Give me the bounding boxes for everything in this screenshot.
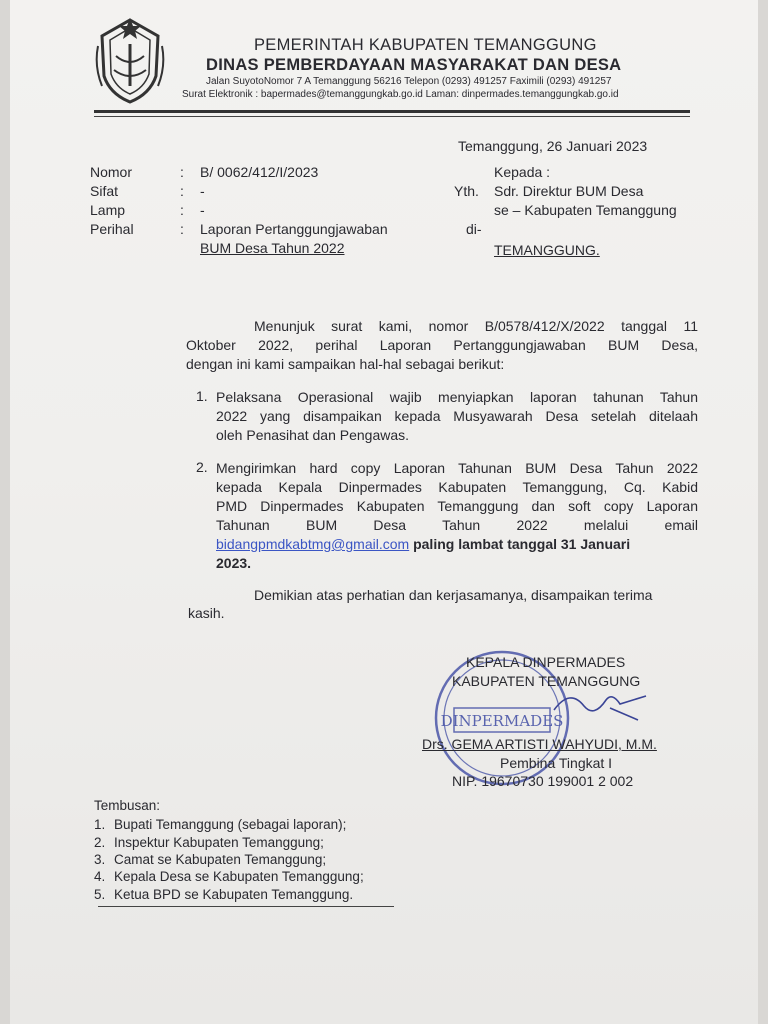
recipient-city: TEMANGGUNG. (494, 242, 600, 258)
closing-line: Demikian atas perhatian dan kerjasamanya, disampaikan terima (254, 587, 653, 603)
item2-text (216, 459, 698, 573)
tembusan-item: Kepala Desa se Kabupaten Temanggung; (114, 869, 364, 884)
deadline-year: 2023. (216, 555, 252, 571)
tembusan-num: 1. (94, 817, 106, 832)
letter-page (10, 0, 758, 1024)
intro-line: Menunjuk surat kami, nomor B/0578/412/X/2022 tanggal 11 (254, 318, 698, 334)
tembusan-num: 3. (94, 852, 106, 867)
recipient-yth: Yth. (454, 183, 479, 199)
nomor-value: B/ 0062/412/I/2023 (200, 164, 319, 180)
stamp-label: DINPERMADES (440, 712, 564, 730)
recipient-kepada: Kepada : (494, 164, 551, 180)
closing-line-2: kasih. (188, 605, 225, 621)
letterhead-contact: Surat Elektronik : bapermades@temanggungkab.go.id Laman: dinpermades.temanggungkab.go.id (182, 89, 619, 100)
tembusan-item: Camat se Kabupaten Temanggung; (114, 852, 327, 867)
perihal-colon: : (180, 221, 184, 237)
item2-number: 2. (196, 459, 208, 475)
item2-line: kepada Kepala Dinpermades Kabupaten Temanggung, Cq. Kabid (216, 479, 698, 495)
letterhead-rule-thin (94, 116, 690, 117)
nomor-colon: : (180, 164, 184, 180)
recipient-di: di- (466, 221, 482, 237)
item1-number: 1. (196, 388, 208, 404)
body-intro (186, 317, 698, 374)
sifat-label: Sifat (90, 183, 119, 199)
letterhead-agency: DINAS PEMBERDAYAAN MASYARAKAT DAN DESA (206, 56, 622, 74)
sifat-colon: : (180, 183, 184, 199)
letterhead-government: PEMERINTAH KABUPATEN TEMANGGUNG (254, 36, 597, 54)
tembusan-item: Ketua BPD se Kabupaten Temanggung. (114, 887, 354, 902)
signatory-title: KEPALA DINPERMADES (466, 654, 626, 670)
tembusan-item: Bupati Temanggung (sebagai laporan); (114, 817, 347, 832)
letterhead-address: Jalan SuyotoNomor 7 A Temanggung 56216 Telepon (0293) 491257 Faximili (0293) 491257 (206, 76, 612, 87)
tembusan-item: Inspektur Kabupaten Temanggung; (114, 835, 324, 850)
nomor-label: Nomor (90, 164, 133, 180)
perihal-value: Laporan Pertanggungjawaban (200, 221, 388, 237)
signatory-name: Drs. GEMA ARTISTI WAHYUDI, M.M. (422, 736, 657, 752)
deadline-text: paling lambat tanggal 31 Januari (409, 536, 631, 552)
intro-line: dengan ini kami sampaikan hal-hal sebagai berikut: (186, 356, 505, 372)
perihal-label: Perihal (90, 221, 134, 237)
item2-line: Mengirimkan hard copy Laporan Tahunan BUM Desa Tahun 2022 (216, 460, 698, 476)
letter-date: Temanggung, 26 Januari 2023 (458, 138, 648, 154)
item2-line: Tahunan BUM Desa Tahun 2022 melalui email (216, 517, 698, 533)
lamp-label: Lamp (90, 202, 126, 218)
item1-line: Pelaksana Operasional wajib menyiapkan laporan tahunan Tahun (216, 389, 698, 405)
item1-line: 2022 yang disampaikan kepada Musyawarah Desa setelah ditelaah (216, 408, 698, 424)
email-link[interactable]: bidangpmdkabtmg@gmail.com (216, 536, 410, 552)
tembusan-num: 2. (94, 835, 106, 850)
tembusan-underline (98, 906, 394, 907)
item1-text (216, 388, 698, 445)
sifat-value: - (200, 183, 205, 199)
regency-emblem-icon (92, 16, 168, 106)
perihal-value-line2: BUM Desa Tahun 2022 (200, 240, 345, 256)
lamp-value: - (200, 202, 205, 218)
signatory-rank: Pembina Tingkat I (500, 755, 613, 771)
signatory-nip: NIP. 19670730 199001 2 002 (452, 773, 634, 789)
lamp-colon: : (180, 202, 184, 218)
recipient-name: Sdr. Direktur BUM Desa (494, 183, 644, 199)
tembusan-num: 4. (94, 869, 106, 884)
signatory-title-2: KABUPATEN TEMANGGUNG (452, 673, 641, 689)
item2-line: PMD Dinpermades Kabupaten Temanggung dan soft copy Laporan (216, 498, 698, 514)
tembusan-label: Tembusan: (94, 798, 161, 813)
recipient-area: se – Kabupaten Temanggung (494, 202, 677, 218)
item1-line: oleh Penasihat dan Pengawas. (216, 427, 410, 443)
letterhead-rule (94, 110, 690, 113)
intro-line: Oktober 2022, perihal Laporan Pertanggungjawaban BUM Desa, (186, 337, 698, 353)
tembusan-num: 5. (94, 887, 106, 902)
